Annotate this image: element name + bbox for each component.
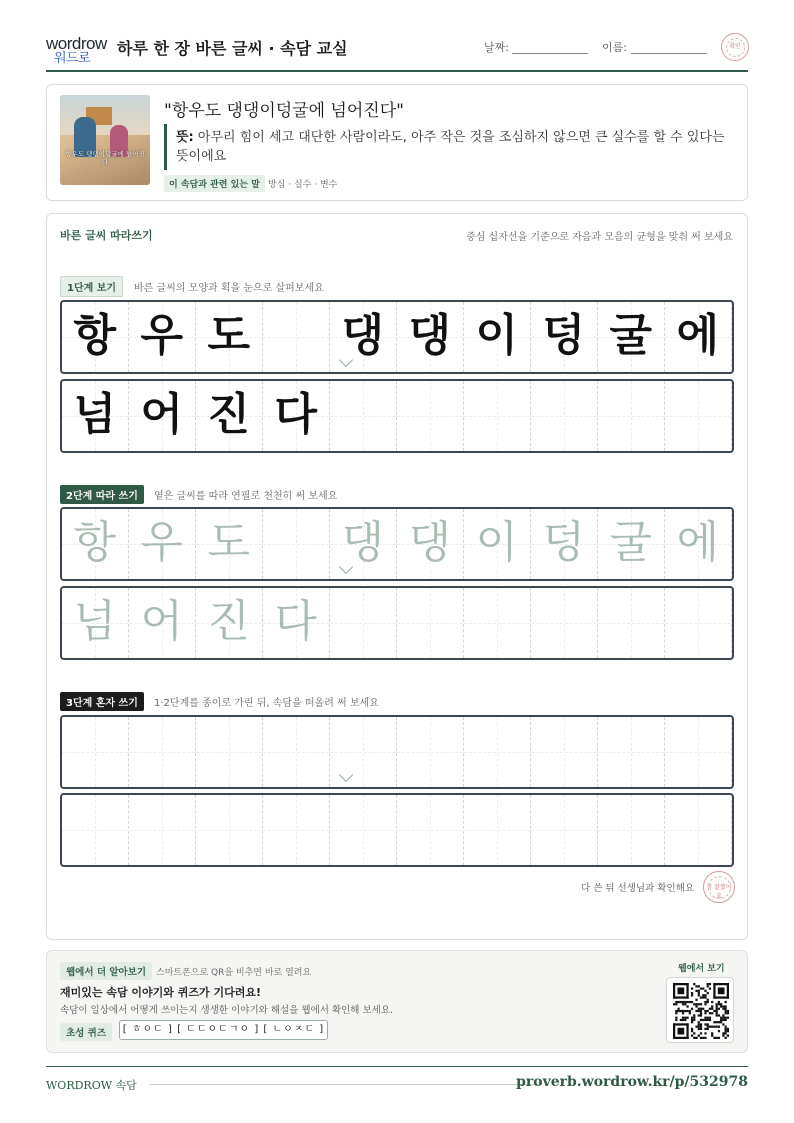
grid-cell[interactable]: [665, 795, 732, 865]
grid-cell: [196, 302, 263, 372]
step1-tag: 1단계 보기: [60, 276, 123, 297]
name-field[interactable]: [631, 53, 707, 54]
grid-character: 다: [274, 389, 318, 440]
grid-character: 다: [274, 596, 318, 647]
grid-cell[interactable]: [330, 588, 397, 658]
word-spacing-chevron-icon: [338, 360, 356, 370]
web-description: 속담이 일상에서 어떻게 쓰이는지 생생한 이야기와 해설을 웹에서 확인해 보세요.: [60, 1005, 394, 1016]
grid-character: 덩: [542, 517, 586, 568]
grid-cell[interactable]: [397, 509, 464, 579]
grid-character: 에: [676, 310, 720, 361]
grid-cell[interactable]: [598, 717, 665, 787]
grid-cell: [464, 381, 531, 451]
quiz-tag: 초성 퀴즈: [60, 1023, 112, 1041]
grid-cell[interactable]: [665, 509, 732, 579]
grid-cell[interactable]: [464, 588, 531, 658]
wordrow-logo: [46, 34, 108, 66]
page-title: 하루 한 장 바른 글씨 · 속담 교실: [117, 39, 348, 58]
step2-row-2[interactable]: [60, 586, 734, 660]
grid-cell[interactable]: [665, 717, 732, 787]
grid-cell: [598, 302, 665, 372]
grid-cell[interactable]: [196, 717, 263, 787]
initial-quiz: [ ㅎㅇㄷ ] [ ㄷㄷㅇㄷㄱㅇ ] [ ㄴㅇㅈㄷ ]: [119, 1020, 328, 1040]
footer-divider: [46, 1066, 748, 1067]
grid-cell[interactable]: [196, 509, 263, 579]
grid-cell: [397, 302, 464, 372]
grid-character: 굴: [609, 310, 653, 361]
qr-label: 웹에서 보기: [678, 964, 725, 974]
grid-cell[interactable]: [598, 588, 665, 658]
grid-cell[interactable]: [263, 795, 330, 865]
grid-cell[interactable]: [129, 717, 196, 787]
step2-tag: 2단계 따라 쓰기: [60, 485, 144, 504]
step2-hint: 옅은 글씨를 따라 연필로 천천히 써 보세요: [154, 491, 338, 502]
step3-hint: 1·2단계를 종이로 가린 뒤, 속담을 떠올려 써 보세요: [154, 698, 379, 709]
word-spacing-chevron-icon: [338, 775, 356, 785]
grid-cell[interactable]: [464, 509, 531, 579]
logo-text-bottom: 워드로: [54, 51, 91, 66]
grid-cell: [263, 381, 330, 451]
grid-character: 댕: [408, 310, 452, 361]
grid-character: 우: [140, 517, 184, 568]
meaning-accent-bar: [164, 124, 167, 170]
grid-cell[interactable]: [129, 795, 196, 865]
proverb-title: "항우도 댕댕이덩굴에 넘어진다": [164, 101, 404, 121]
proverb-url[interactable]: proverb.wordrow.kr/p/532978: [516, 1074, 748, 1090]
grid-character: 우: [140, 310, 184, 361]
step1-row-1: [60, 300, 734, 374]
grid-cell[interactable]: [330, 795, 397, 865]
grid-character: 항: [73, 517, 117, 568]
grid-cell[interactable]: [598, 795, 665, 865]
web-more-tag: 웹에서 더 알아보기: [60, 962, 152, 980]
grid-cell[interactable]: [263, 509, 330, 579]
grid-cell: [62, 381, 129, 451]
grid-cell: [129, 302, 196, 372]
grid-character: 진: [207, 596, 251, 647]
grid-cell[interactable]: [129, 588, 196, 658]
grid-cell: [129, 381, 196, 451]
teacher-check-hint: 다 쓴 뒤 선생님과 확인해요: [580, 883, 694, 894]
grid-cell: [62, 302, 129, 372]
grid-cell: [665, 302, 732, 372]
related-words-tag: 이 속담과 관련 있는 말: [164, 175, 265, 192]
teacher-stamp-icon: [703, 871, 735, 903]
grid-character: 이: [475, 517, 519, 568]
grid-cell[interactable]: [531, 588, 598, 658]
date-field[interactable]: [512, 53, 588, 54]
step1-hint: 바른 글씨의 모양과 획을 눈으로 살펴보세요: [134, 283, 324, 294]
grid-cell[interactable]: [397, 717, 464, 787]
practice-hint: 중심 십자선을 기준으로 자음과 모음의 균형을 맞춰 써 보세요: [466, 232, 733, 243]
grid-character: 진: [207, 389, 251, 440]
grid-cell[interactable]: [263, 588, 330, 658]
grid-character: 어: [140, 596, 184, 647]
grid-cell: [263, 302, 330, 372]
brand-label: WORDROW 속담: [46, 1079, 137, 1092]
grid-character: 넘: [73, 389, 117, 440]
illustration-caption: 항우도 댕댕이덩굴에 넘어진다: [65, 150, 145, 166]
grid-cell[interactable]: [62, 717, 129, 787]
web-hint: 스마트폰으로 QR을 비추면 바로 열려요: [156, 968, 312, 978]
grid-cell[interactable]: [531, 509, 598, 579]
grid-character: 댕: [341, 517, 385, 568]
grid-cell[interactable]: [464, 717, 531, 787]
grid-cell[interactable]: [196, 795, 263, 865]
grid-cell[interactable]: [196, 588, 263, 658]
qr-code-frame[interactable]: [666, 977, 734, 1043]
name-label: 이름:: [602, 41, 627, 54]
grid-cell: [665, 381, 732, 451]
grid-character: 어: [140, 389, 184, 440]
grid-cell: [397, 381, 464, 451]
check-stamp-icon: [721, 33, 749, 61]
grid-cell[interactable]: [531, 717, 598, 787]
grid-cell: [531, 302, 598, 372]
qr-code-icon[interactable]: [673, 983, 729, 1039]
check-stamp-text: 확인: [729, 43, 741, 50]
grid-cell[interactable]: [665, 588, 732, 658]
grid-character: 굴: [609, 517, 653, 568]
proverb-meaning: [176, 128, 726, 166]
step3-row-2[interactable]: [60, 793, 734, 867]
web-title: 재미있는 속담 이야기와 퀴즈가 기다려요!: [60, 986, 261, 999]
step3-row-1[interactable]: [60, 715, 734, 789]
grid-character: 이: [475, 310, 519, 361]
step2-row-1[interactable]: [60, 507, 734, 581]
grid-cell: [464, 302, 531, 372]
step1-row-2: [60, 379, 734, 453]
grid-character: 댕: [341, 310, 385, 361]
grid-character: 도: [207, 310, 251, 361]
grid-character: 에: [676, 517, 720, 568]
grid-character: 댕: [408, 517, 452, 568]
grid-cell: [531, 381, 598, 451]
meaning-text: 아무리 힘이 세고 대단한 사람이라도, 아주 작은 것을 조심하지 않으면 큰 실수를 할 수 있다는 뜻이에요: [176, 130, 725, 164]
grid-cell: [598, 381, 665, 451]
word-spacing-chevron-icon: [338, 567, 356, 577]
grid-cell[interactable]: [263, 717, 330, 787]
header-divider: [46, 70, 748, 72]
date-label: 날짜:: [484, 41, 509, 54]
teacher-stamp-text: 참 잘했어요: [706, 884, 732, 900]
proverb-illustration: [60, 95, 150, 185]
grid-character: 덩: [542, 310, 586, 361]
brand-line: [150, 1084, 538, 1085]
grid-character: 넘: [73, 596, 117, 647]
grid-cell[interactable]: [397, 795, 464, 865]
practice-title: 바른 글씨 따라쓰기: [60, 229, 153, 242]
grid-character: 도: [207, 517, 251, 568]
grid-cell[interactable]: [62, 795, 129, 865]
logo-text-top: wordrow: [46, 34, 107, 53]
grid-cell[interactable]: [62, 509, 129, 579]
grid-cell[interactable]: [129, 509, 196, 579]
step3-tag: 3단계 혼자 쓰기: [60, 692, 144, 711]
grid-cell: [196, 381, 263, 451]
grid-cell[interactable]: [598, 509, 665, 579]
grid-character: 항: [73, 310, 117, 361]
grid-cell[interactable]: [397, 588, 464, 658]
grid-cell[interactable]: [464, 795, 531, 865]
meaning-label: 뜻:: [176, 130, 194, 145]
grid-cell[interactable]: [531, 795, 598, 865]
related-words: 방심 · 실수 · 변수: [268, 180, 338, 190]
grid-cell: [330, 381, 397, 451]
grid-cell[interactable]: [62, 588, 129, 658]
